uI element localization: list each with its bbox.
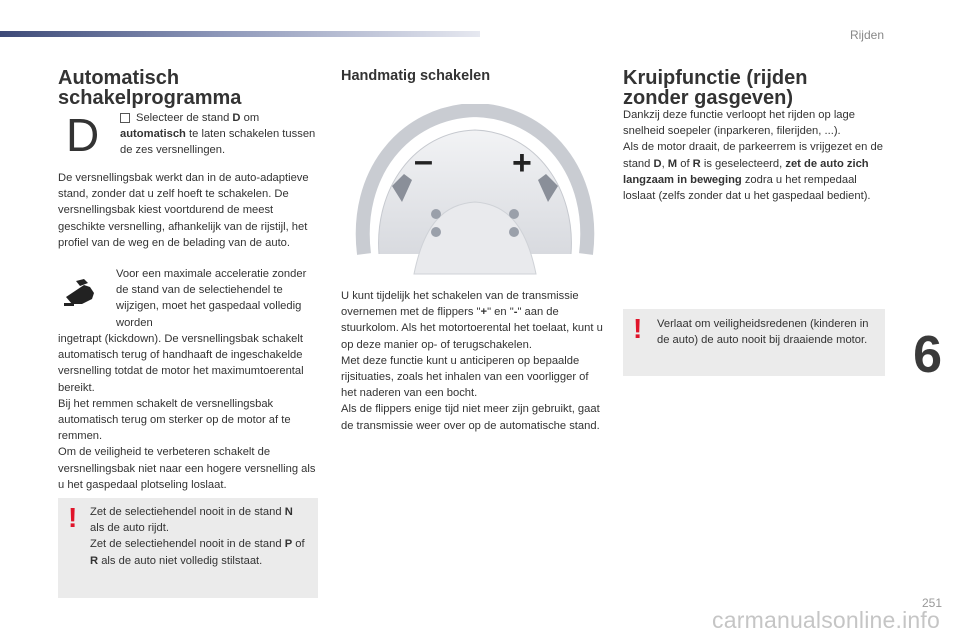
manual-text-block [341,288,603,434]
big-letter-d: D [66,109,100,161]
kickdown-lead: Voor een maximale acceleratie zonder de stand van de selectiehendel te wijzigen, moet het gaspedaal volledig worden [116,268,307,329]
warning-children-text: Verlaat om veiligheidsredenen (kinderen in de auto) de auto nooit bij draaiende motor. [657,318,869,347]
warning-icon: ! [633,313,643,344]
title-manual: Handmatig schakelen [341,68,491,84]
chapter-number: 6 [913,326,942,384]
warning-box-selector [58,498,318,598]
warning-selector-text: Zet de selectiehendel nooit in de stand N als de auto rijdt. Zet de selectiehendel nooit in de stand P of R als de auto niet volledig stilstaat. [90,506,305,567]
anticipate-paragraph: Met deze functie kunt u anticiperen op bepaalde rijsituaties, zoals het inhalen van een voorligger of het naderen van een bocht. [341,354,589,400]
title-creep: Kruipfunctie (rijden zonder gasgeven) [623,67,808,109]
bullet-checkbox-icon [120,113,130,123]
steering-wheel-illustration [344,104,606,282]
kickdown-foot-icon [62,277,98,307]
header-bar [0,31,480,37]
select-d-instruction: Selecteer de stand D om automatisch te laten schakelen tussen de zes versnellingen. [120,112,316,157]
braking-paragraph: Bij het remmen schakelt de versnellingsbak automatisch terug om sterker op de motor af te remmen. [58,397,291,443]
page-number: 251 [921,596,942,610]
plus-paddle-symbol: + [512,144,532,182]
creep-paragraph-2: Als de motor draait, de parkeerrem is vrijgezet en de stand D, M of R is geselecteerd, zet de auto zich langzaam in beweging zodra u het rempedaal loslaat (zelfs zonder dat u het gaspedaal bedient). [623,141,883,203]
creep-text-block [623,107,888,204]
warning-box-children [623,309,885,376]
kickdown-rest: ingetrapt (kickdown). De versnellingsbak schakelt automatisch terug of handhaaft de ingeschakelde versnelling totdat de motor het maximumtoerental bereikt. [58,333,304,394]
return-auto-paragraph: Als de flippers enige tijd niet meer zijn gebruikt, gaat de transmissie weer over op de automatische stand. [341,403,600,432]
title-automatic: Automatisch schakelprogramma [58,67,242,109]
paddles-paragraph: U kunt tijdelijk het schakelen van de transmissie overnemen met de flippers "+" en "-" aan de stuurkolom. Als het motortoerental het toelaat, kunt u op deze manier op- of terugschakelen. [341,290,603,351]
watermark: carmanualsonline.info [712,607,940,633]
section-label: Rijden [849,28,884,42]
minus-paddle-symbol: – [414,142,433,180]
auto-mode-paragraph: De versnellingsbak werkt dan in de auto-adaptieve stand, zonder dat u zelf hoeft te schakelen. De versnellingsbak kiest voortdurend de meest geschikte versnelling, afhankelijk van de rijstijl, het profiel van de weg en de belading van de auto. [58,172,309,249]
kickdown-text-block [58,331,320,493]
safety-paragraph: Om de veiligheid te verbeteren schakelt de versnellingsbak niet naar een hogere versnelling als u het gaspedaal plotseling loslaat. [58,446,316,491]
warning-icon: ! [68,502,78,533]
creep-paragraph-1: Dankzij deze functie verloopt het rijden op lage snelheid soepeler (inparkeren, filerijden, ...). [623,109,855,138]
